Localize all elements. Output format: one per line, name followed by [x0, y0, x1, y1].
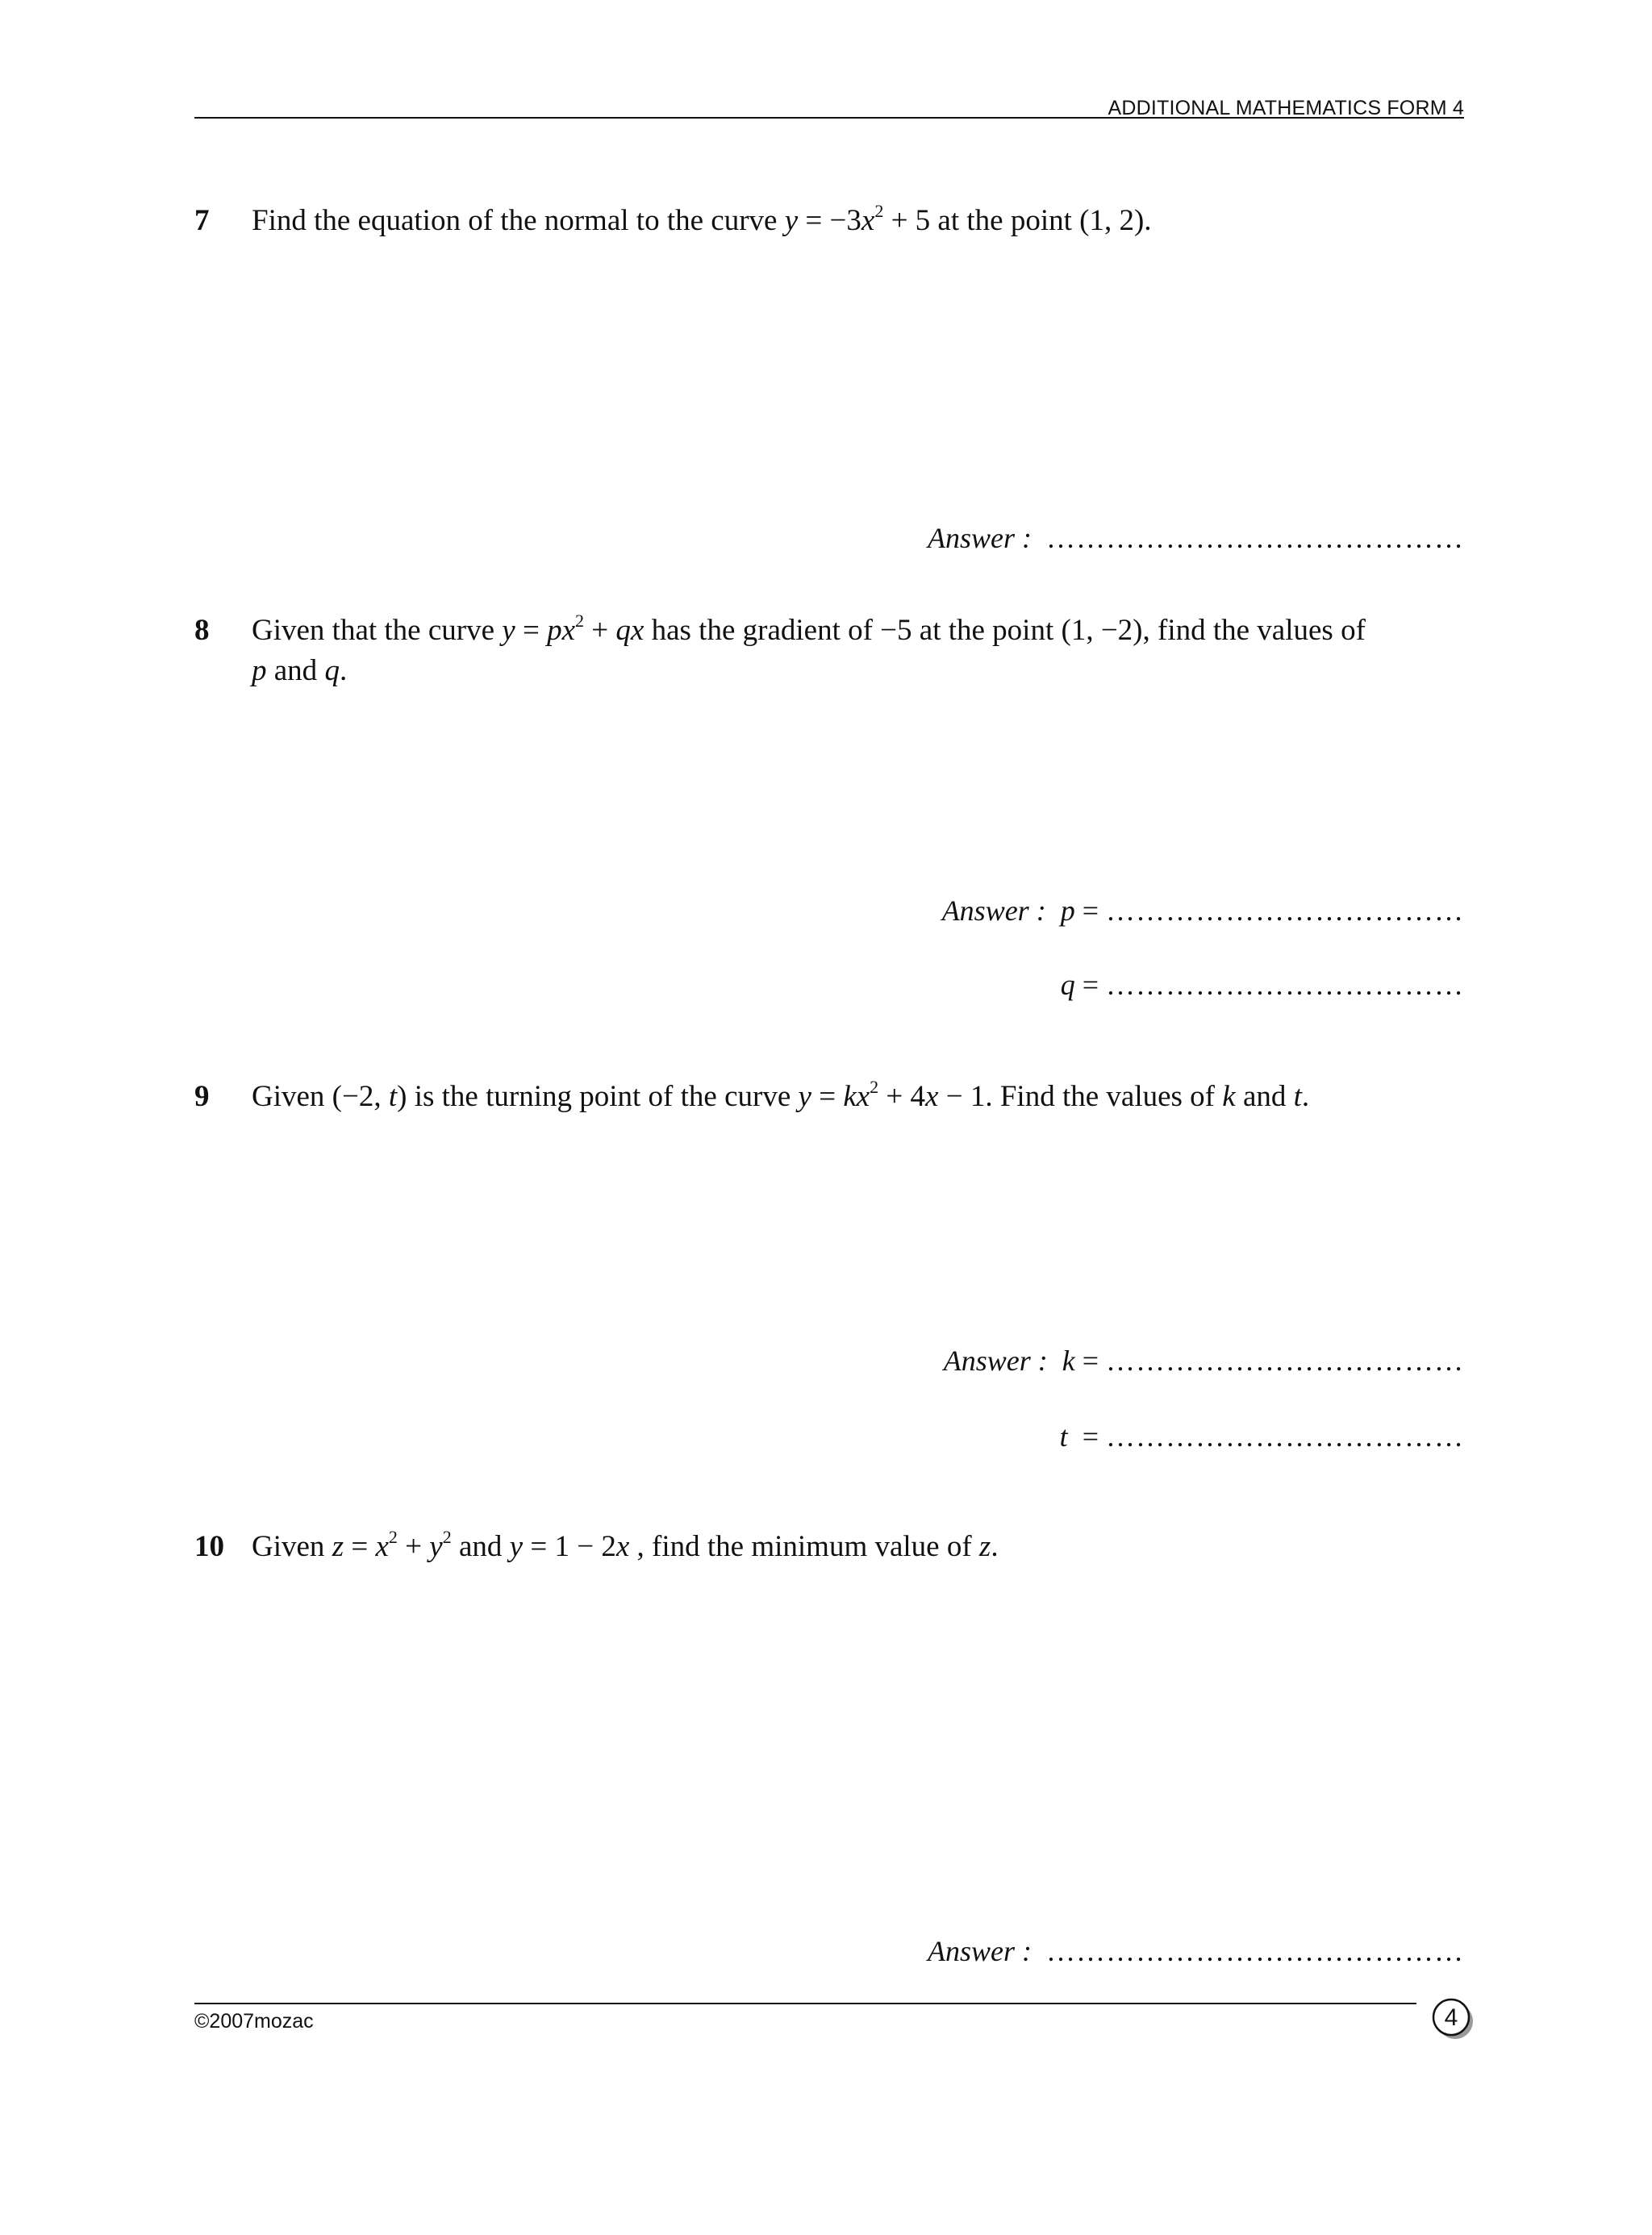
page-number: 4	[1444, 2004, 1458, 2031]
page-number-circle-icon	[1429, 1995, 1475, 2041]
question-10-number: 10	[194, 1530, 224, 1563]
footer-copyright: ©2007mozac	[194, 2010, 314, 2033]
footer-rule	[194, 2003, 1416, 2004]
question-9-answer-t: t = ………………………………	[1059, 1420, 1464, 1453]
question-8-text-line1: Given that the curve $y = px^2$ + qx has the gradient of −5 at the point (1, −2), find the values of	[252, 611, 1366, 647]
question-8-text-line2: p and q.	[252, 654, 348, 687]
question-9-answer-k: Answer : k = ………………………………	[943, 1345, 1464, 1377]
question-7-text: Find the equation of the normal to the curve $y = -3x^2 + 5$ at the point (1, 2).	[252, 201, 1152, 237]
document-header-title: ADDITIONAL MATHEMATICS FORM 4	[1108, 97, 1464, 119]
question-8-answer-p: Answer : p = ………………………………	[941, 894, 1464, 927]
question-9-number: 9	[194, 1080, 210, 1113]
question-10-answer-line: Answer : ……………………………………	[928, 1935, 1464, 1967]
page-number-badge	[1429, 1995, 1475, 2041]
question-8-answer-q: q = ………………………………	[1060, 969, 1464, 1001]
header-rule	[194, 117, 1464, 119]
question-10-text: Given $z = x^2 + y^2$ and y = 1 − 2x , find the minimum value of z.	[252, 1527, 999, 1563]
question-8-number: 8	[194, 614, 210, 647]
question-7-answer-line: Answer : ……………………………………	[928, 522, 1464, 554]
question-9-text: Given (−2, t) is the turning point of the curve $y = kx^2 + 4x - 1$. Find the values of k and t.	[252, 1077, 1310, 1113]
question-7-number: 7	[194, 204, 210, 237]
